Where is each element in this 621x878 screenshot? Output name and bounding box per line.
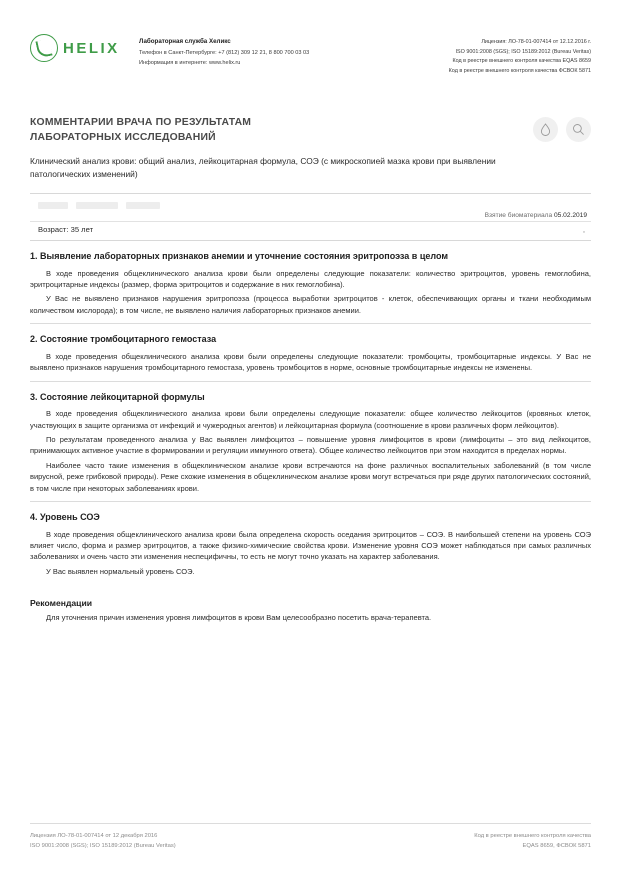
footer-license-line-1: Лицензия ЛО-78-01-007414 от 12 декабря 2016	[30, 832, 158, 839]
document-footer	[30, 823, 591, 852]
footer-right	[474, 831, 591, 852]
patient-age: Возраст: 35 лет	[38, 225, 94, 235]
page-title-line-1: КОММЕНТАРИИ ВРАЧА ПО РЕЗУЛЬТАТАМ	[30, 116, 252, 128]
section-1-paragraph-2: У Вас не выявлено признаков нарушения эритропоэза (процесса выработки эритроцитов - клеток, обеспечивающих органы и ткани необходимым количеством кислорода); в том числе, не выявлено наличия лабораторных признаков анемии.	[30, 294, 591, 315]
section-3-heading: 3. Состояние лейкоцитарной формулы	[30, 391, 205, 402]
helix-logo-text: HELIX	[63, 39, 120, 57]
section-3-paragraph-3: Наиболее часто такие изменения в общеклиническом анализе крови встречаются на фоне различных воспалительных заболеваний (в том числе вирусной, реже грибковой природы). Реже схожие изменения в общеклиническом анализе крови могут встречаться при ряде других патологических состояний, в том числе при некоторых заболеваниях крови.	[30, 460, 591, 493]
license-line-2: ISO 9001:2008 (SGS); ISO 15189:2012 (Bureau Veritas)	[455, 48, 591, 55]
helix-logo	[30, 34, 125, 62]
test-name: Клинический анализ крови: общий анализ, лейкоцитарная формула, СОЭ (с микроскопией мазка крови при выявлении патологических изменений)	[30, 156, 496, 180]
license-line-1: Лицензия: ЛО-78-01-007414 от 12.12.2016 г.	[481, 39, 591, 45]
drop-icon[interactable]	[533, 117, 558, 142]
document-header	[30, 0, 591, 89]
biomaterial-label: Взятие биоматериала	[484, 212, 553, 220]
footer-left	[30, 831, 176, 852]
section-3-paragraph-2: По результатам проведенного анализа у Вас выявлен лимфоцитоз – повышение уровня лимфоцитов в крови (лимфоциты – это вид лейкоцитов, принимающих активное участие в формировании и регуляции иммунного ответа). Общее количество лейкоцитов при этом находится в пределах нормы.	[30, 434, 591, 456]
license-info	[449, 34, 591, 77]
section-4-heading: 4. Уровень СОЭ	[30, 511, 100, 522]
redacted-field-1	[38, 202, 68, 209]
section-2-heading: 2. Состояние тромбоцитарного гемостаза	[30, 334, 217, 345]
footnote-mark: *	[583, 231, 585, 238]
license-line-4: Код в реестре внешнего контроля качества ФСВОК 5871	[448, 68, 591, 75]
redacted-field-2	[76, 202, 118, 209]
section-4-paragraph-2: У Вас выявлен нормальный уровень СОЭ.	[46, 566, 195, 576]
section-3	[30, 382, 591, 502]
license-line-3: Код в реестре внешнего контроля качества EQAS 8659	[452, 58, 591, 65]
recommendations-paragraph-1: Для уточнения причин изменения уровня лимфоцитов в крови Вам целесообразно посетить врача-терапевта.	[46, 613, 432, 623]
recommendations-heading: Рекомендации	[30, 598, 93, 609]
footer-quality-line-1: Код в реестре внешнего контроля качества	[474, 832, 591, 839]
page-title	[30, 115, 251, 145]
recommendations-section	[30, 580, 591, 623]
strip-divider	[30, 221, 591, 222]
footer-license-line-2: ISO 9001:2008 (SGS); ISO 15189:2012 (Bureau Veritas)	[30, 843, 176, 850]
biomaterial-collection	[485, 212, 587, 219]
lab-contact-info	[139, 34, 309, 68]
section-4-paragraph-1: В ходе проведения общеклинического анализа крови была определена скорость оседания эритроцитов – СОЭ. В наибольшей степени на уровень СОЭ влияет число, форма и размер эритроцитов, а также физико-химические свойства крови. Изменение уровня СОЭ может наблюдаться при самых различных заболеваниях и очень часто эти изменения неспецифичны, то есть не могут точно указать на характер заболевания.	[30, 529, 591, 562]
redacted-field-3	[126, 202, 160, 209]
biomaterial-date: 05.02.2019	[553, 212, 587, 220]
section-2	[30, 324, 591, 381]
lab-name: Лабораторная служба Хеликс	[139, 38, 231, 45]
lab-phone: Телефон в Санкт-Петербурге: +7 (812) 309 12 21, 8 800 700 03 03	[139, 49, 310, 56]
title-icons	[533, 115, 591, 142]
section-1	[30, 241, 591, 324]
section-1-paragraph-1: В ходе проведения общеклинического анализа крови были определены следующие показатели: количество эритроцитов, уровень гемоглобина, эритроцитарные индексы (размер, форма эритроцитов и содержание в них гемоглобина).	[30, 268, 591, 290]
section-3-paragraph-1: В ходе проведения общеклинического анализа крови были определены следующие показатели: общее количество лейкоцитов (кровяных клеток, участвующих в защите организма от инфекций и чужеродных агентов) и лейкоцитарная формула (соотношение в крови различных форм лейкоцитов).	[30, 409, 591, 430]
helix-logo-icon	[30, 34, 58, 62]
title-row	[30, 115, 591, 145]
footer-quality-line-2: EQAS 8659, ФСВОК 5871	[522, 843, 591, 850]
patient-info-strip	[30, 193, 591, 241]
search-icon[interactable]	[566, 117, 591, 142]
section-1-heading: 1. Выявление лабораторных признаков анемии и уточнение состояния эритропоэза в целом	[30, 251, 448, 262]
lab-website: Информация в интернете: www.helix.ru	[139, 59, 241, 66]
section-4	[30, 502, 591, 577]
page-title-line-2: ЛАБОРАТОРНЫХ ИССЛЕДОВАНИЙ	[30, 131, 216, 143]
section-2-paragraph-1: В ходе проведения общеклинического анализа крови были определены следующие показатели: тромбоциты, тромбоцитарные индексы. У Вас не выявлено признаков нарушения тромбоцитарного гемостаза, уровень тромбоцитов в норме, основные тромбоцитарные индексы не изменены.	[30, 351, 591, 373]
